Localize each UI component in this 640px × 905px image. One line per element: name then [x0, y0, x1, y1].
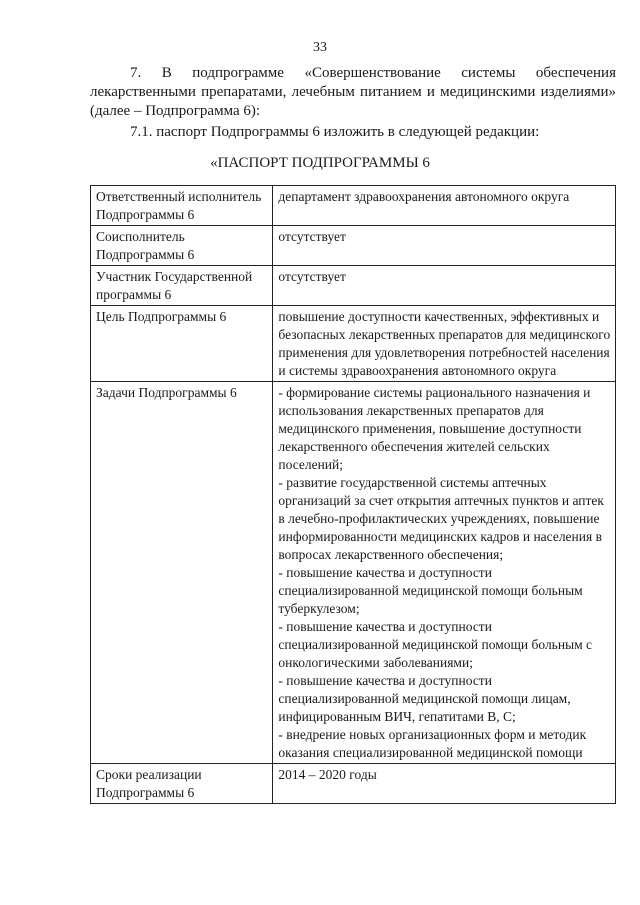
task-item: - повышение качества и доступности специализированной медицинской помощи больным туберкулезом;	[278, 565, 583, 616]
row-value-responsible: департамент здравоохранения автономного округа	[273, 186, 616, 226]
task-item: - формирование системы рационального назначения и использования лекарственных препаратов для медицинского применения, повышение доступности лекарственного обеспечения жителей сельских поселений;	[278, 385, 591, 472]
row-label-coexecutor: Соисполнитель Подпрограммы 6	[91, 226, 273, 266]
table-row	[91, 266, 616, 306]
row-value-timeline: 2014 – 2020 годы	[273, 764, 616, 804]
row-value-goal: повышение доступности качественных, эффективных и безопасных лекарственных препаратов для медицинского применения для удовлетворения потребностей населения и системы здравоохранения автономного округа	[273, 306, 616, 382]
table-row	[91, 306, 616, 382]
row-label-timeline: Сроки реализации Подпрограммы 6	[91, 764, 273, 804]
intro-paragraph-1: 7. В подпрограмме «Совершенствование системы обеспечения лекарственными препаратами, лечебным питанием и медицинскими изделиями» (далее – Подпрограмма 6):	[90, 65, 616, 119]
passport-title: «ПАСПОРТ ПОДПРОГРАММЫ 6	[210, 155, 430, 171]
task-item: - внедрение новых организационных форм и методик оказания специализированной медицинской помощи	[278, 727, 587, 760]
row-label-participant: Участник Государственной программы 6	[91, 266, 273, 306]
intro-section	[90, 64, 616, 142]
task-item: - развитие государственной системы аптечных организаций за счет открытия аптечных пунктов и аптек в лечебно-профилактических учреждениях, повышение информированности медицинских кадров и населения в вопросах лекарственного обеспечения;	[278, 475, 604, 562]
row-label-goal: Цель Подпрограммы 6	[91, 306, 273, 382]
row-label-responsible: Ответственный исполнитель Подпрограммы 6	[91, 186, 273, 226]
table-row	[91, 382, 616, 764]
intro-paragraph-2: 7.1. паспорт Подпрограммы 6 изложить в следующей редакции:	[130, 124, 540, 140]
task-item: - повышение качества и доступности специализированной медицинской помощи лицам, инфицированным ВИЧ, гепатитами В, С;	[278, 673, 571, 724]
row-label-tasks: Задачи Подпрограммы 6	[91, 382, 273, 764]
table-row	[91, 186, 616, 226]
task-item: - повышение качества и доступности специализированной медицинской помощи больным с онкологическими заболеваниями;	[278, 619, 593, 670]
table-row	[91, 764, 616, 804]
row-value-coexecutor: отсутствует	[273, 226, 616, 266]
table-row	[91, 226, 616, 266]
page-number: 33	[313, 40, 327, 55]
passport-table	[90, 185, 616, 804]
row-value-tasks	[273, 382, 616, 764]
row-value-participant: отсутствует	[273, 266, 616, 306]
